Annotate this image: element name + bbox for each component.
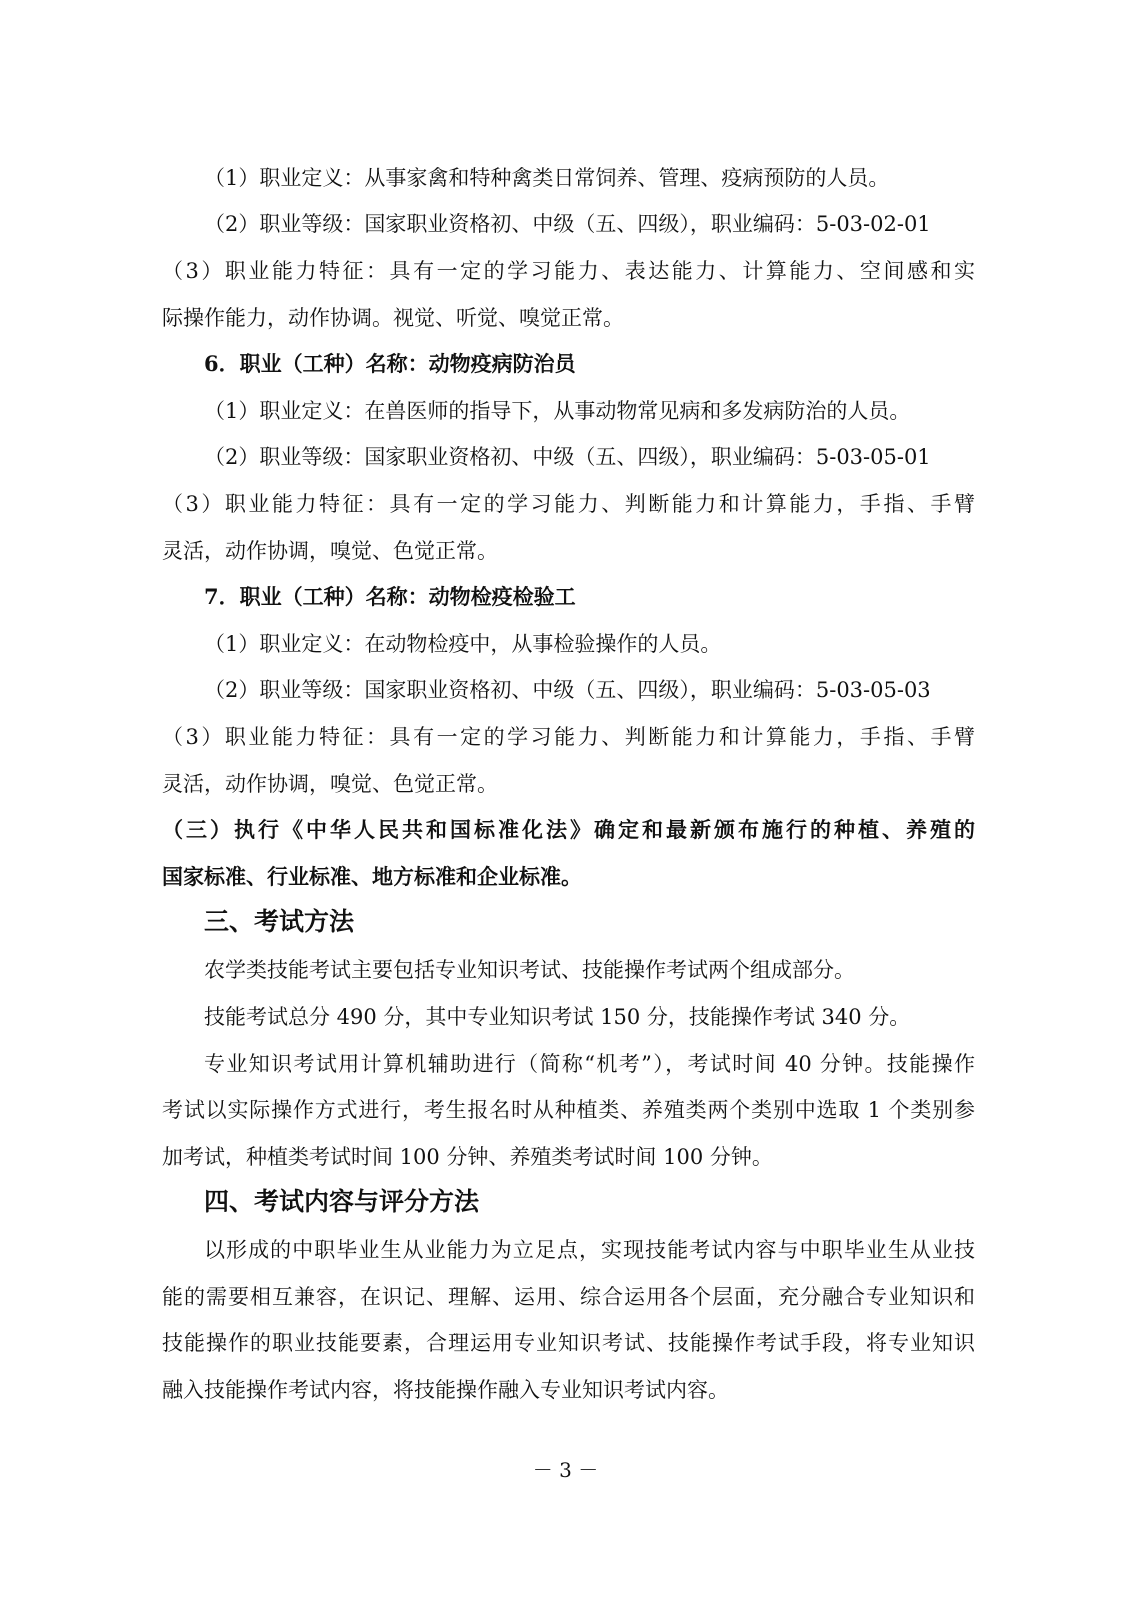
poultry-definition: （1）职业定义：从事家禽和特种禽类日常饲养、管理、疫病预防的人员。 xyxy=(204,166,890,190)
job6-ability-line-1: （3）职业能力特征：具有一定的学习能力、判断能力和计算能力，手指、手臂 xyxy=(162,492,975,516)
job6-title: 6．职业（工种）名称：动物疫病防治员 xyxy=(204,351,576,376)
standards-line-1: （三）执行《中华人民共和国标准化法》确定和最新颁布施行的种植、养殖的 xyxy=(162,817,975,842)
section-4-paragraph-line-4: 融入技能操作考试内容，将技能操作融入专业知识考试内容。 xyxy=(162,1378,729,1402)
job7-ability-line-1: （3）职业能力特征：具有一定的学习能力、判断能力和计算能力，手指、手臂 xyxy=(162,725,975,749)
job6-definition: （1）职业定义：在兽医师的指导下，从事动物常见病和多发病防治的人员。 xyxy=(204,399,911,423)
section-3-heading: 三、考试方法 xyxy=(204,907,355,936)
section-3-paragraph-1: 农学类技能考试主要包括专业知识考试、技能操作考试两个组成部分。 xyxy=(204,958,855,982)
job7-level: （2）职业等级：国家职业资格初、中级（五、四级），职业编码：5-03-05-03 xyxy=(204,678,931,702)
job7-title: 7．职业（工种）名称：动物检疫检验工 xyxy=(204,584,576,609)
job6-level: （2）职业等级：国家职业资格初、中级（五、四级），职业编码：5-03-05-01 xyxy=(204,445,931,469)
section-4-paragraph-line-2: 能的需要相互兼容，在识记、理解、运用、综合运用各个层面，充分融合专业知识和 xyxy=(162,1285,975,1309)
section-4-paragraph-line-1: 以形成的中职毕业生从业能力为立足点，实现技能考试内容与中职毕业生从业技 xyxy=(204,1238,975,1262)
job7-ability-line-2: 灵活，动作协调，嗅觉、色觉正常。 xyxy=(162,772,498,796)
job7-definition: （1）职业定义：在动物检疫中，从事检验操作的人员。 xyxy=(204,632,722,656)
section-3-paragraph-3-line-1: 专业知识考试用计算机辅助进行（简称“机考”），考试时间 40 分钟。技能操作 xyxy=(204,1052,975,1076)
section-4-paragraph-line-3: 技能操作的职业技能要素，合理运用专业知识考试、技能操作考试手段，将专业知识 xyxy=(162,1331,975,1355)
section-3-paragraph-2: 技能考试总分 490 分，其中专业知识考试 150 分，技能操作考试 340 分。 xyxy=(204,1005,911,1029)
poultry-level: （2）职业等级：国家职业资格初、中级（五、四级），职业编码：5-03-02-01 xyxy=(204,212,931,236)
poultry-ability-line-1: （3）职业能力特征：具有一定的学习能力、表达能力、计算能力、空间感和实 xyxy=(162,259,975,283)
section-3-paragraph-3-line-2: 考试以实际操作方式进行，考生报名时从种植类、养殖类两个类别中选取 1 个类别参 xyxy=(162,1098,975,1122)
standards-line-2: 国家标准、行业标准、地方标准和企业标准。 xyxy=(162,864,582,889)
section-3-paragraph-3-line-3: 加考试，种植类考试时间 100 分钟、养殖类考试时间 100 分钟。 xyxy=(162,1145,773,1169)
job6-ability-line-2: 灵活，动作协调，嗅觉、色觉正常。 xyxy=(162,539,498,563)
section-4-heading: 四、考试内容与评分方法 xyxy=(204,1187,480,1216)
page-number: － 3 － xyxy=(532,1458,599,1482)
poultry-ability-line-2: 际操作能力，动作协调。视觉、听觉、嗅觉正常。 xyxy=(162,306,624,330)
